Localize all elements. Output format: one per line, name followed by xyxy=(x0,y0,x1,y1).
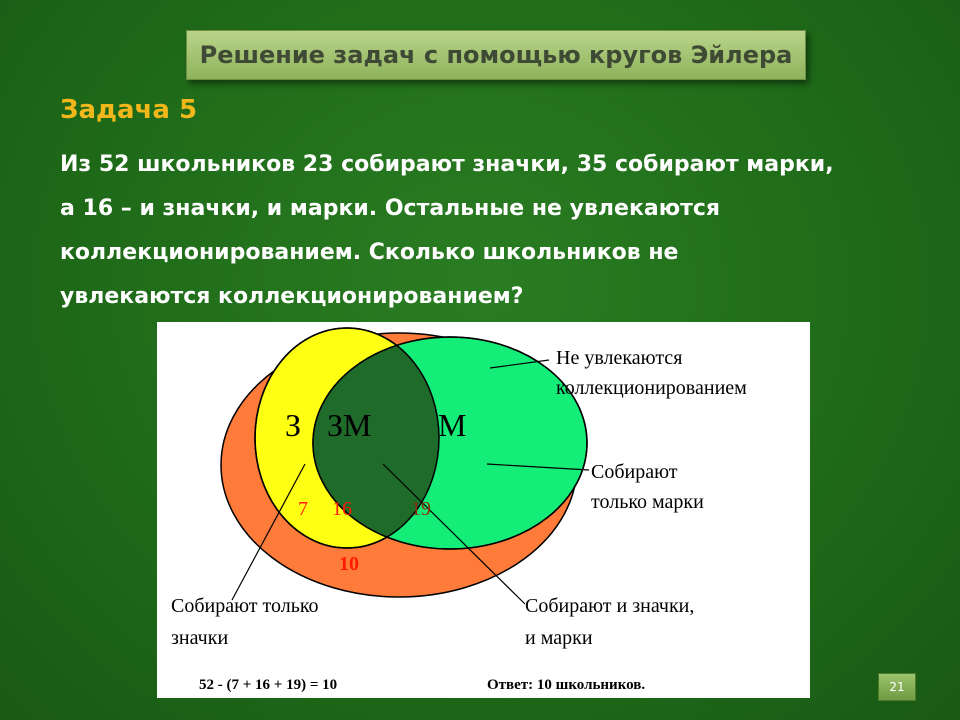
answer-text: Ответ: 10 школьников. xyxy=(487,677,646,693)
task-line-1: Из 52 школьников 23 собирают значки, 35 собирают марки, xyxy=(60,152,834,177)
slide-number-badge xyxy=(878,673,916,701)
callout-z-text-2: значки xyxy=(171,627,229,649)
label-zm: ЗМ xyxy=(327,407,372,443)
count-m-only: 19 xyxy=(411,498,431,520)
task-line-3: коллекционированием. Сколько школьников не xyxy=(60,240,679,265)
callout-m-text-1: Собирают xyxy=(591,461,678,483)
slide-number: 21 xyxy=(889,680,905,694)
euler-diagram xyxy=(157,322,810,698)
count-both: 16 xyxy=(332,498,352,520)
euler-diagram-figure xyxy=(157,322,810,698)
task-line-4: увлекаются коллекционированием? xyxy=(60,284,524,309)
slide-title: Решение задач с помощью кругов Эйлера xyxy=(199,41,793,69)
label-z: З xyxy=(285,407,302,443)
task-line-2: а 16 – и значки, и марки. Остальные не увлекаются xyxy=(60,196,721,221)
callout-none-text-2: коллекционированием xyxy=(556,377,747,399)
callout-both-text-1: Собирают и значки, xyxy=(525,595,695,617)
task-text xyxy=(60,143,834,319)
formula-text: 52 - (7 + 16 + 19) = 10 xyxy=(199,677,338,693)
callout-z-text-1: Собирают только xyxy=(171,595,319,617)
count-none: 10 xyxy=(339,553,359,575)
label-m: М xyxy=(438,407,467,443)
callout-none-text-1: Не увлекаются xyxy=(556,347,683,369)
callout-m-text-2: только марки xyxy=(591,491,704,513)
count-z-only: 7 xyxy=(298,498,308,520)
task-heading: Задача 5 xyxy=(60,95,198,125)
callout-both-text-2: и марки xyxy=(525,627,593,649)
title-banner xyxy=(186,30,806,80)
